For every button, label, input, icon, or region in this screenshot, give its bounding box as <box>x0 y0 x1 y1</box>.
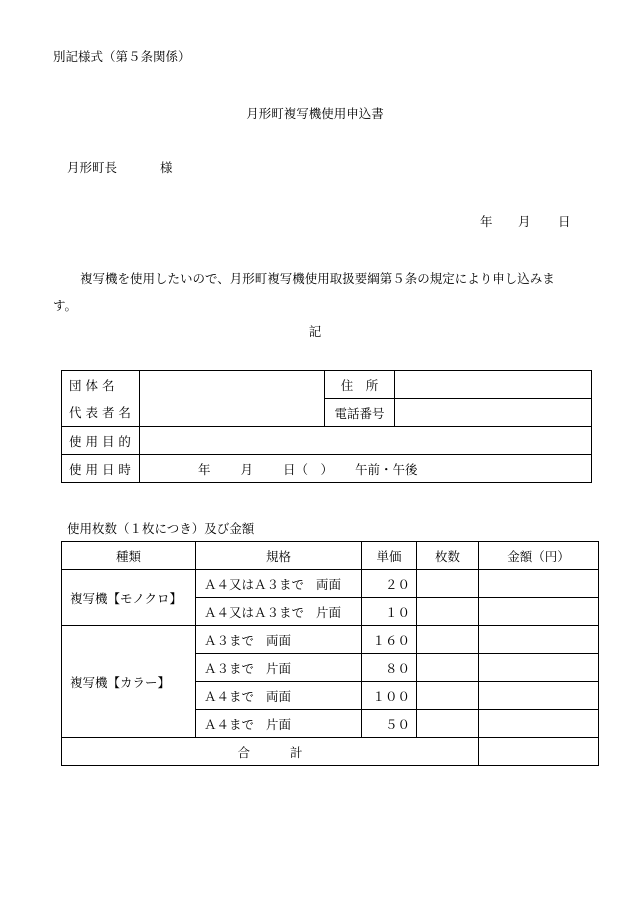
unit-price-cell: ２０ <box>362 570 417 598</box>
header-count: 枚数 <box>417 542 479 570</box>
representative-label: 代 表 者 名 <box>62 399 140 427</box>
addressee-honorific: 様 <box>160 160 173 175</box>
total-row <box>62 738 599 766</box>
header-amount: 金額（円） <box>479 542 599 570</box>
address-label: 住 所 <box>325 371 395 399</box>
count-field[interactable] <box>417 710 479 738</box>
unit-price-cell: １６０ <box>362 626 417 654</box>
mono-type-label: 複写機【モノクロ】 <box>62 570 196 626</box>
datetime-label: 使 用 日 時 <box>62 455 140 483</box>
amount-field[interactable] <box>479 654 599 682</box>
datetime-year: 年 <box>198 461 211 477</box>
color-type-label: 複写機【カラー】 <box>62 626 196 738</box>
body-text-line2: す。 <box>53 298 78 313</box>
unit-price-cell: ８０ <box>362 654 417 682</box>
body-text-line1: 複写機を使用したいので、月形町複写機使用取扱要綱第５条の規定により申し込みま <box>80 271 555 286</box>
addressee-name: 月形町長 <box>67 160 118 175</box>
spec-cell: Ａ４まで 両面 <box>196 682 362 710</box>
amount-field[interactable] <box>479 710 599 738</box>
usage-caption: 使用枚数（１枚につき）及び金額 <box>67 521 255 536</box>
count-field[interactable] <box>417 598 479 626</box>
count-field[interactable] <box>417 654 479 682</box>
table-row <box>62 626 599 654</box>
header-spec: 規格 <box>196 542 362 570</box>
amount-field[interactable] <box>479 598 599 626</box>
count-field[interactable] <box>417 570 479 598</box>
spec-cell: Ａ３まで 片面 <box>196 654 362 682</box>
spec-cell: Ａ３まで 両面 <box>196 626 362 654</box>
group-name-label: 団 体 名 <box>62 371 140 399</box>
unit-price-cell: １０ <box>362 598 417 626</box>
ki-heading: 記 <box>308 324 322 339</box>
form-reference: 別記様式（第５条関係） <box>53 49 191 64</box>
header-unit-price: 単価 <box>362 542 417 570</box>
date-month-label: 月 <box>518 214 531 229</box>
applicant-table <box>61 370 592 483</box>
price-table <box>61 541 599 766</box>
total-amount-field[interactable] <box>479 738 599 766</box>
unit-price-cell: １００ <box>362 682 417 710</box>
unit-price-cell: ５０ <box>362 710 417 738</box>
datetime-day: 日（ ） <box>283 461 334 477</box>
representative-field[interactable] <box>140 399 325 427</box>
amount-field[interactable] <box>479 682 599 710</box>
date-day-label: 日 <box>558 214 571 229</box>
datetime-ampm: 午前・午後 <box>355 461 418 477</box>
count-field[interactable] <box>417 626 479 654</box>
count-field[interactable] <box>417 682 479 710</box>
amount-field[interactable] <box>479 570 599 598</box>
total-label: 合 計 <box>62 738 479 766</box>
address-field[interactable] <box>395 371 592 399</box>
date-year-label: 年 <box>480 214 493 229</box>
group-name-field[interactable] <box>140 371 325 399</box>
spec-cell: Ａ４まで 片面 <box>196 710 362 738</box>
spec-cell: Ａ４又はＡ３まで 片面 <box>196 598 362 626</box>
page-title: 月形町複写機使用申込書 <box>246 106 384 121</box>
datetime-field[interactable] <box>140 455 592 483</box>
amount-field[interactable] <box>479 626 599 654</box>
header-type: 種類 <box>62 542 196 570</box>
phone-field[interactable] <box>395 399 592 427</box>
table-row <box>62 570 599 598</box>
datetime-month: 月 <box>240 461 254 477</box>
spec-cell: Ａ４又はＡ３まで 両面 <box>196 570 362 598</box>
purpose-label: 使 用 目 的 <box>62 427 140 455</box>
purpose-field[interactable] <box>140 427 592 455</box>
phone-label: 電話番号 <box>325 399 395 427</box>
